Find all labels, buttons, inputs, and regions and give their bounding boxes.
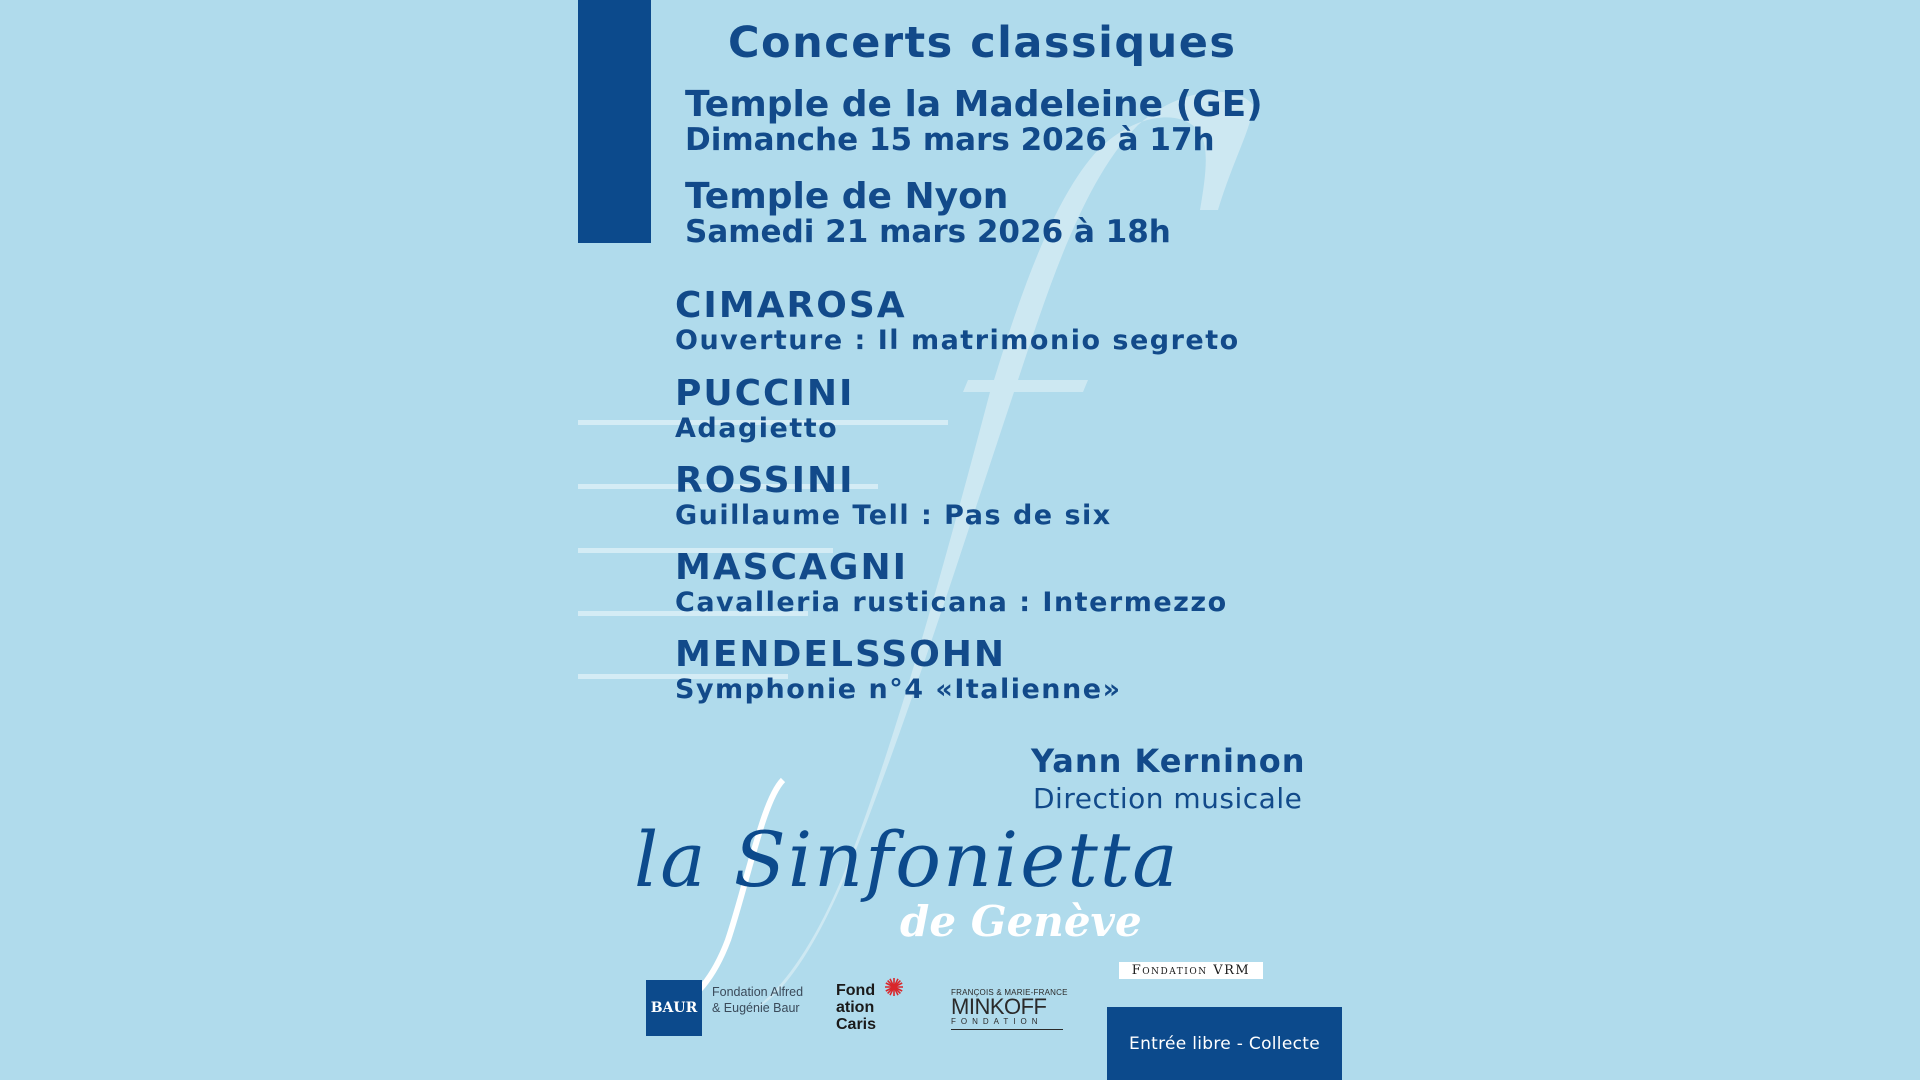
baur-logo: BAUR [646, 980, 702, 1036]
program-composer: PUCCINI [675, 373, 855, 414]
poster-title: Concerts classiques [728, 18, 1237, 68]
minkoff-rule [951, 1029, 1063, 1030]
program-composer: ROSSINI [675, 460, 855, 501]
program-work: Cavalleria rusticana : Intermezzo [675, 587, 1228, 618]
concert-venue-1: Temple de la Madeleine (GE) [685, 84, 1263, 125]
program-work: Guillaume Tell : Pas de six [675, 500, 1112, 531]
concert-venue-2: Temple de Nyon [685, 176, 1009, 217]
program-composer: MENDELSSOHN [675, 634, 1007, 675]
vrm-foundation-logo: Fondation VRM [1119, 962, 1263, 979]
ensemble-logo: la Sinfonietta [634, 815, 1180, 904]
caris-star-icon [884, 977, 904, 997]
concert-date-2: Samedi 21 mars 2026 à 18h [685, 214, 1171, 250]
conductor-name: Yann Kerninon [1031, 742, 1306, 780]
caris-foundation-text: Fond ation Caris [836, 982, 877, 1033]
concert-date-1: Dimanche 15 mars 2026 à 17h [685, 122, 1215, 158]
concert-poster [578, 0, 1342, 1080]
minkoff-fondation: FONDATION [951, 1017, 1043, 1026]
baur-foundation-text: Fondation Alfred & Eugénie Baur [712, 985, 804, 1015]
program-work: Adagietto [675, 413, 839, 444]
minkoff-logo: MINKOFF [951, 994, 1047, 1019]
program-composer: MASCAGNI [675, 547, 908, 588]
program-work: Ouverture : Il matrimonio segreto [675, 325, 1240, 356]
program-work: Symphonie n°4 «Italienne» [675, 674, 1122, 705]
entry-banner: Entrée libre - Collecte [1107, 1007, 1342, 1080]
ensemble-logo-subtitle: de Genève [900, 897, 1142, 946]
program-composer: CIMAROSA [675, 285, 907, 326]
minkoff-founders: FRANÇOIS & MARIE-FRANCE [951, 988, 1068, 997]
conductor-role: Direction musicale [1033, 782, 1303, 815]
